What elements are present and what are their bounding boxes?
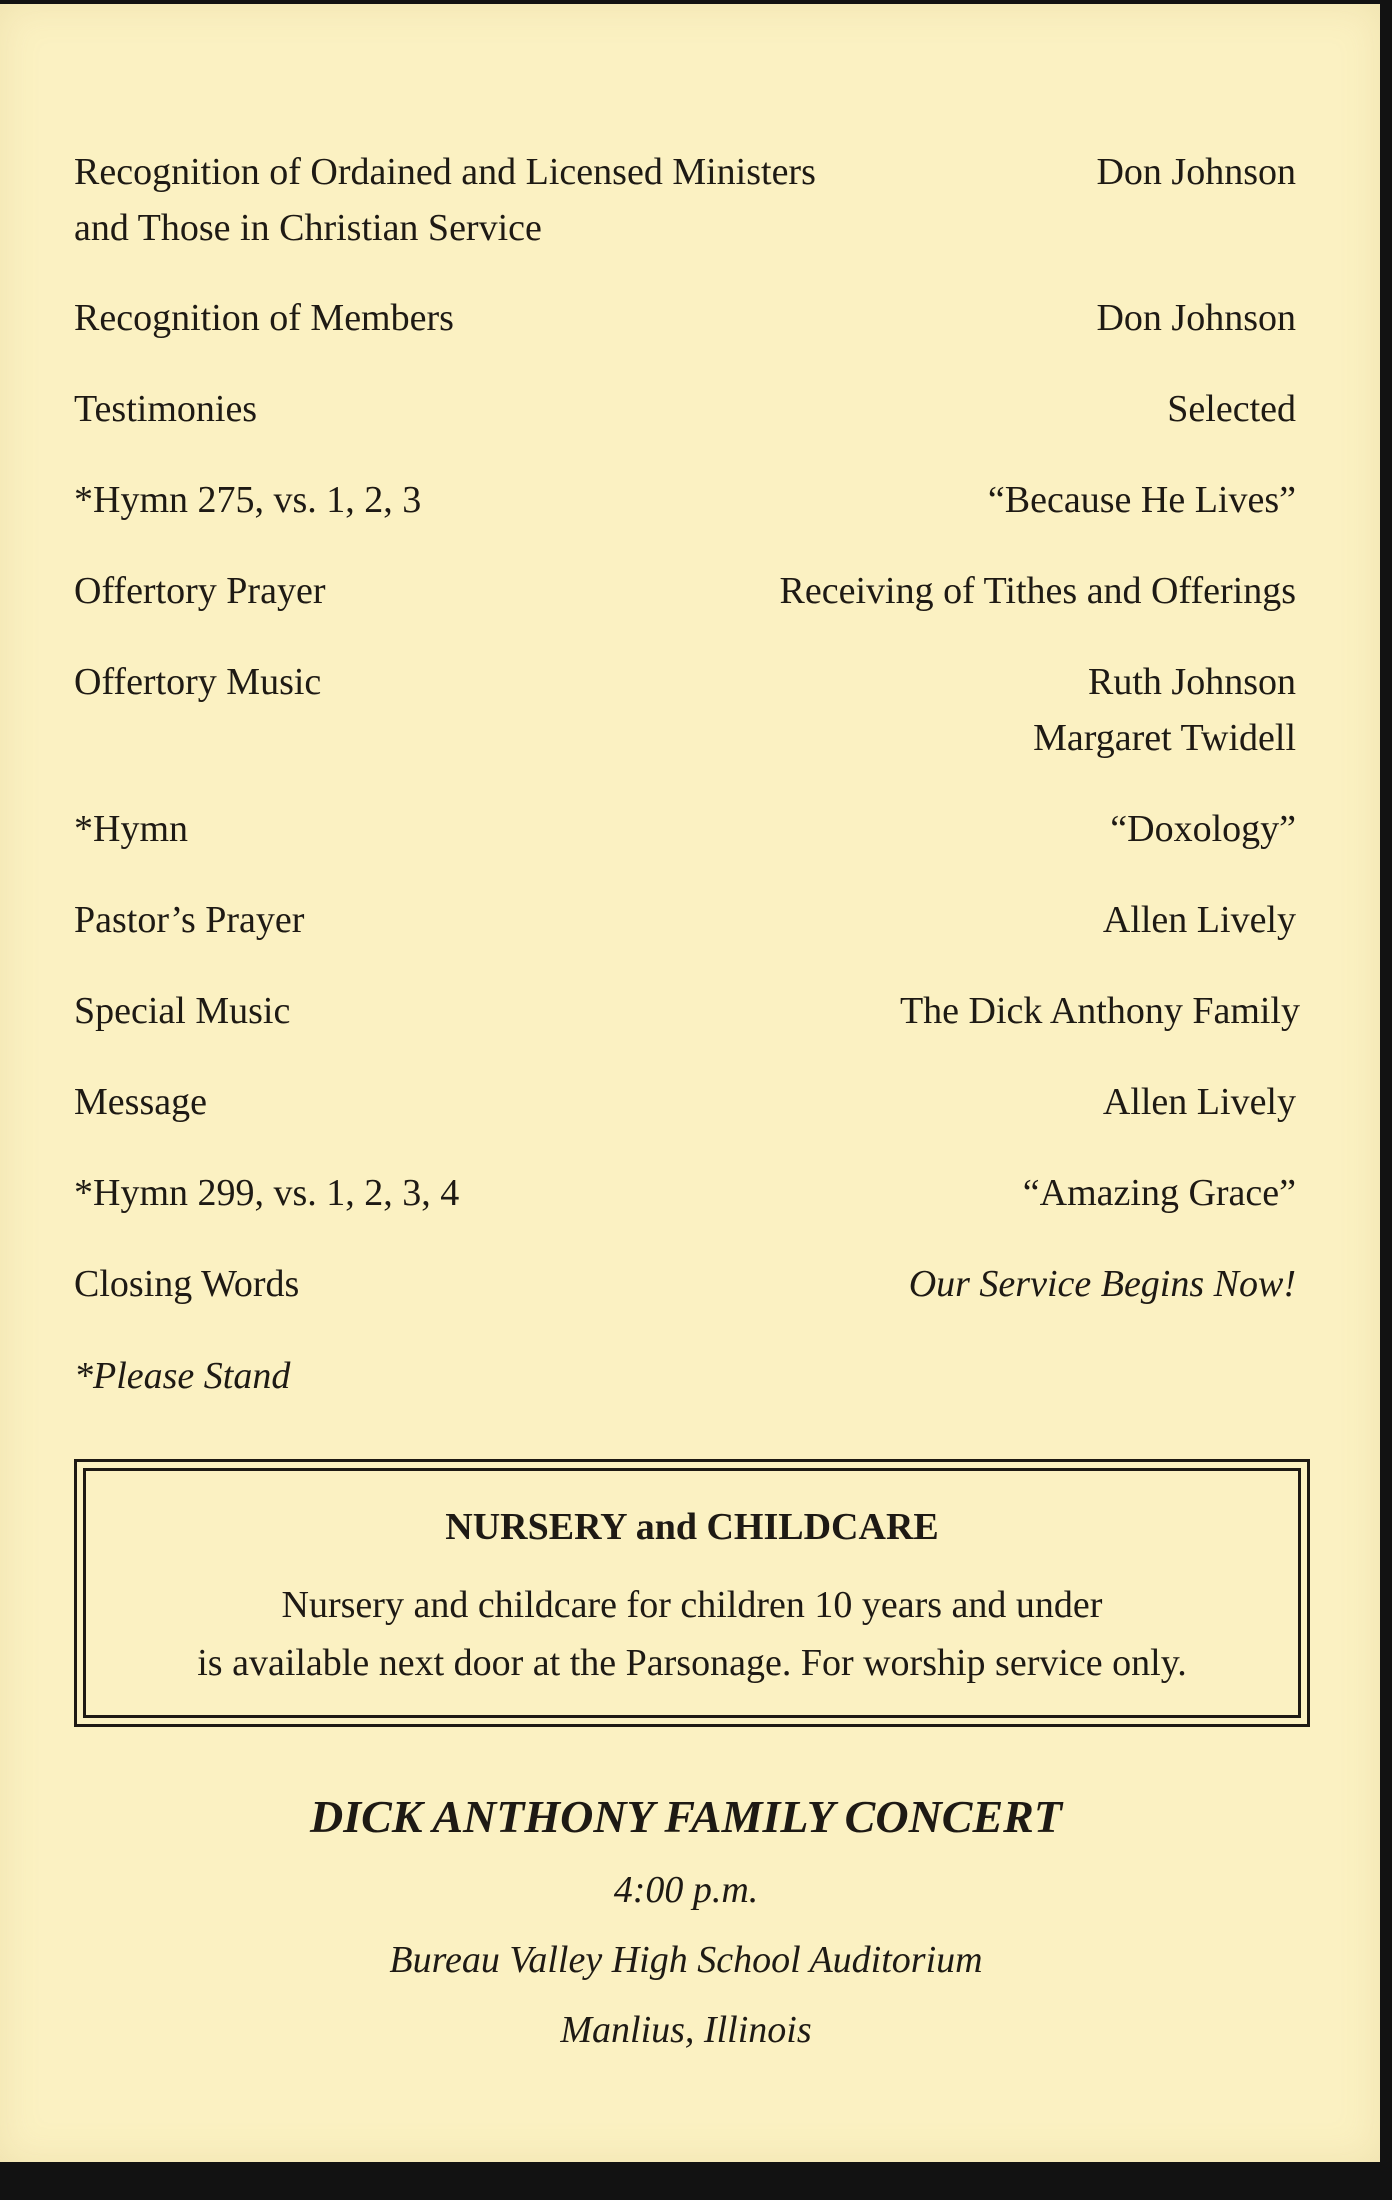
program-item-special-music [74, 983, 1300, 1043]
program-item-title: Testimonies [74, 388, 258, 430]
program-item-recognition-ministers [74, 144, 1296, 264]
nursery-notice-line-1: Nursery and childcare for children 10 years and under [281, 1584, 1103, 1626]
program-item-leader: The Dick Anthony Family [899, 990, 1300, 1032]
program-item-title [74, 144, 816, 256]
program-item-title: *Hymn 275, vs. 1, 2, 3 [74, 479, 422, 521]
nursery-notice-line-2: is available next door at the Parsonage. For worship service only. [197, 1642, 1187, 1684]
program-item-leader: “Amazing Grace” [1022, 1172, 1296, 1214]
program-item-title: Special Music [74, 990, 291, 1032]
nursery-notice-box [74, 1459, 1310, 1727]
program-item-leader: Receiving of Tithes and Offerings [779, 570, 1296, 612]
program-item-title: Offertory Prayer [74, 570, 326, 612]
program-item-hymn-299 [74, 1165, 1296, 1225]
program-item-title: Recognition of Members [74, 297, 454, 339]
program-item-title-line-2: and Those in Christian Service [74, 207, 542, 249]
program-item-leader: Don Johnson [1096, 151, 1296, 193]
program-item-leader-line-1: Ruth Johnson [1088, 661, 1296, 703]
program-item-leader: “Because He Lives” [987, 479, 1296, 521]
program-item-title: Closing Words [74, 1263, 300, 1305]
program-item-recognition-members [74, 290, 1296, 350]
program-item-leader: Our Service Begins Now! [908, 1263, 1296, 1305]
concert-city: Manlius, Illinois [560, 2009, 812, 2051]
please-stand-note: *Please Stand [74, 1355, 291, 1397]
concert-time: 4:00 p.m. [613, 1869, 759, 1911]
program-item-title: Pastor’s Prayer [74, 899, 305, 941]
program-item-message [74, 1074, 1296, 1134]
program-item-leader: Allen Lively [1102, 899, 1296, 941]
program-item-testimonies [74, 381, 1296, 441]
bulletin-page [0, 4, 1380, 2162]
program-item-leader-line-2: Margaret Twidell [1033, 717, 1296, 759]
concert-venue: Bureau Valley High School Auditorium [389, 1939, 983, 1981]
program-item-offertory-prayer [74, 563, 1296, 623]
program-item-leader: Allen Lively [1102, 1081, 1296, 1123]
program-item-title: *Hymn [74, 808, 188, 850]
program-item-title: Message [74, 1081, 207, 1123]
program-item-doxology [74, 801, 1296, 861]
program-item-hymn-275 [74, 472, 1296, 532]
program-item-closing-words [74, 1256, 1296, 1316]
program-item-pastors-prayer [74, 892, 1296, 952]
program-item-leader [1033, 654, 1296, 766]
program-item-title-line-1: Recognition of Ordained and Licensed Ministers [74, 151, 816, 193]
nursery-notice-title: NURSERY and CHILDCARE [445, 1506, 939, 1548]
program-item-title: Offertory Music [74, 661, 322, 703]
program-item-leader: “Doxology” [1110, 808, 1296, 850]
program-item-offertory-music [74, 654, 1296, 774]
program-item-leader: Selected [1167, 388, 1296, 430]
concert-title: DICK ANTHONY FAMILY CONCERT [310, 1791, 1062, 1842]
program-item-title: *Hymn 299, vs. 1, 2, 3, 4 [74, 1172, 460, 1214]
nursery-notice-text [77, 1576, 1307, 1692]
program-item-leader: Don Johnson [1096, 297, 1296, 339]
